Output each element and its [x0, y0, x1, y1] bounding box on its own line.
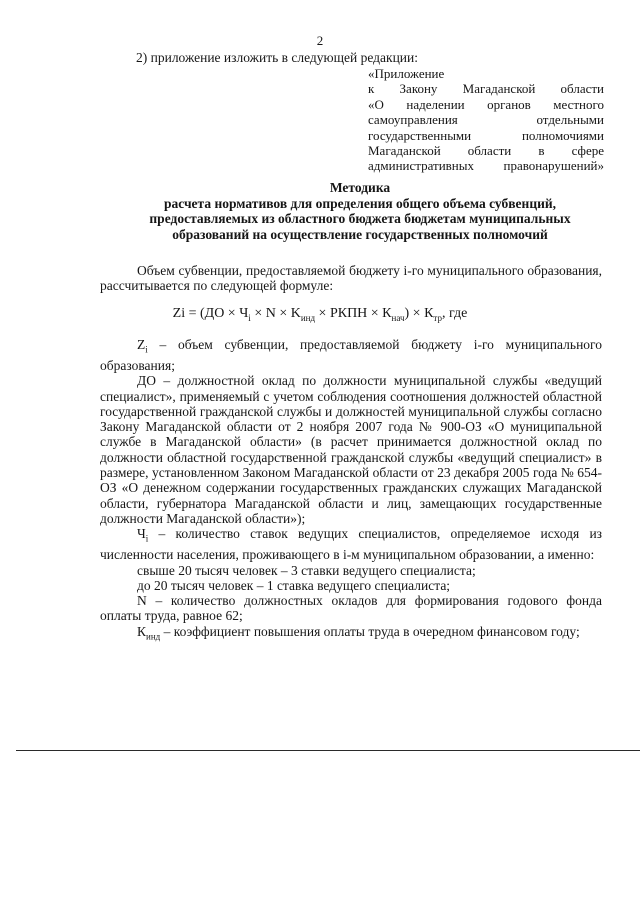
definitions-list	[100, 337, 602, 645]
definition-text: – объем субвенции, предоставляемой бюджету i-го муниципального образования;	[100, 337, 602, 373]
definition-n: N – количество должностных окладов для формирования годового фонда оплаты труда, равное 62;	[100, 593, 602, 624]
paragraph-text: Объем субвенции, предоставляемой бюджету i-го муниципального образования, рассчитывается по следующей формуле:	[100, 263, 602, 294]
appendix-line-3: «О наделении органов местного	[368, 96, 604, 112]
formula-subscript: i	[248, 312, 251, 323]
definition-text: – количество ставок ведущих специалистов, определяемое исходя из численности населения, проживающего в i-м муниципальном образовании, а именно:	[100, 526, 602, 563]
definition-k	[100, 624, 602, 645]
formula-part: ) × К	[404, 306, 434, 321]
formula-part: × N × K	[250, 306, 301, 321]
paragraph-subsidy-volume	[100, 263, 602, 294]
formula-subscript: тр	[433, 312, 442, 323]
formula-part: , где	[441, 306, 468, 321]
definition-zi	[100, 337, 602, 373]
title-line-2: предоставляемых из областного бюджета бюджетам муниципальных	[149, 211, 571, 227]
title-heading: Методика	[329, 180, 391, 195]
formula-part: Zi = (ДО × Ч	[172, 306, 249, 321]
title-line-3: образований на осуществление государственных полномочий	[172, 226, 548, 242]
amendment-intro: 2) приложение изложить в следующей редакции:	[136, 50, 419, 65]
appendix-header	[368, 66, 604, 174]
subsidy-formula	[0, 306, 640, 323]
symbol-subscript: i	[145, 344, 148, 355]
symbol: Ч	[137, 526, 146, 542]
appendix-line-2: к Закону Магаданской области	[368, 81, 604, 97]
formula-subscript: инд	[300, 312, 316, 323]
appendix-line-6: Магаданской области в сфере	[368, 143, 604, 159]
appendix-line-1: «Приложение	[368, 66, 445, 81]
page-number: 2	[316, 33, 324, 48]
definition-over-20k: свыше 20 тысяч человек – 3 ставки ведущего специалиста;	[137, 562, 476, 578]
definition-do: ДО – должностной оклад по должности муниципальной службы «ведущий специалист», применяемый с учетом соблюдения соотношения должностей областной государственной гражданской службы и должностей муниципальной службы согласно Закону Магаданской области от 2 ноября 2007 года № 900-ОЗ «О муниципальной службе в Магаданской области» (в расчет принимается должностной оклад по должности областной государственной гражданской службы «ведущий специалист» в размере, установленном Законом Магаданской области от 23 декабря 2005 года № 654-ОЗ «О денежном содержании государственных гражданских служащих Магаданской области, губернатора Магаданской области и лиц, замещающих государственные должности Магаданской области»);	[100, 373, 602, 526]
definition-ch	[100, 526, 602, 562]
symbol-subscript: i	[145, 533, 149, 544]
definition-text: – коэффициент повышения оплаты труда в очередном финансовом году;	[160, 623, 580, 639]
symbol: К	[137, 623, 147, 639]
formula-subscript: нач	[391, 312, 405, 323]
definition-up-to-20k: до 20 тысяч человек – 1 ставка ведущего специалиста;	[137, 577, 451, 593]
appendix-line-5: государственными полномочиями	[368, 127, 604, 143]
page-bottom-rule	[16, 750, 640, 751]
symbol-subscript: инд	[146, 631, 161, 642]
title-line-1: расчета нормативов для определения общего объема субвенций,	[163, 195, 557, 211]
symbol: Z	[137, 337, 146, 352]
appendix-line-7: административных правонарушений»	[368, 158, 604, 174]
formula-part: × РКПН × К	[315, 306, 392, 321]
appendix-line-4: самоуправления отдельными	[368, 112, 604, 128]
methodology-title	[110, 180, 610, 242]
